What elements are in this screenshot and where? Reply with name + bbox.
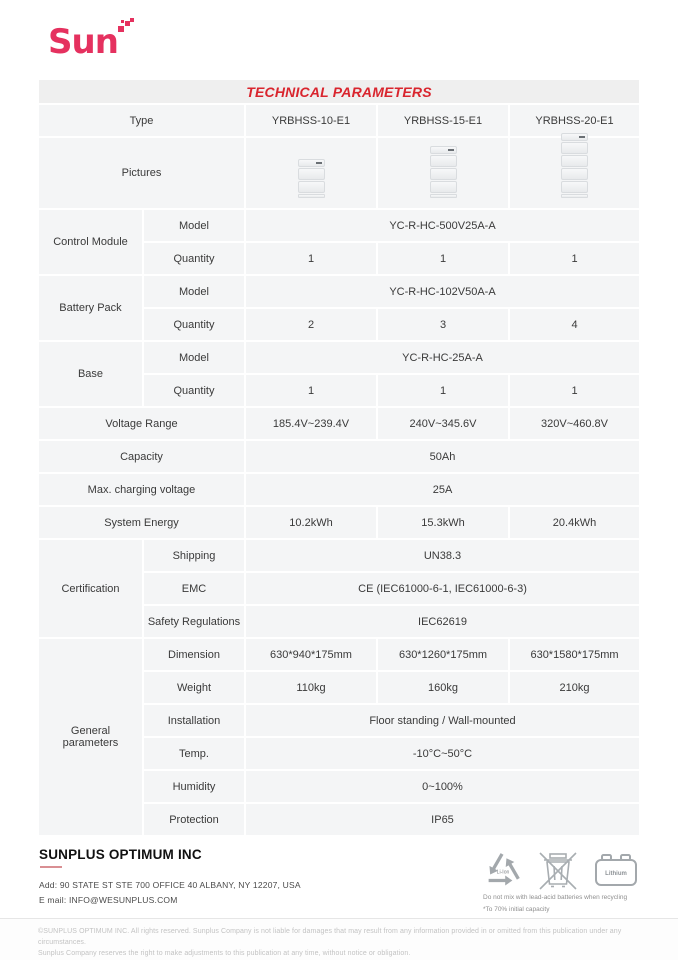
emc-value: CE (IEC61000-6-1, IEC61000-6-3) (246, 573, 639, 604)
product-image-20 (561, 133, 588, 198)
quantity-value-cell: 1 (246, 375, 376, 406)
dimension-value-cell: 630*940*175mm (246, 639, 376, 670)
type-value-cell: YRBHSS-15-E1 (378, 105, 508, 136)
weight-label: Weight (144, 672, 244, 703)
quantity-value-cell: 1 (378, 243, 508, 274)
type-value-cell: YRBHSS-10-E1 (246, 105, 376, 136)
system-energy-value-cell: 15.3kWh (378, 507, 508, 538)
capacity-label: Capacity (39, 441, 244, 472)
humidity-label: Humidity (144, 771, 244, 802)
quantity-value-cell: 1 (378, 375, 508, 406)
product-picture-cell (510, 138, 639, 208)
humidity-value: 0~100% (246, 771, 639, 802)
recycling-note: Do not mix with lead-acid batteries when recycling (483, 894, 628, 901)
voltage-range-value-cell: 240V~345.6V (378, 408, 508, 439)
model-label: Model (144, 342, 244, 373)
table-row (39, 474, 639, 505)
legal-disclaimer (0, 918, 678, 960)
model-label: Model (144, 210, 244, 241)
voltage-range-value-cell: 320V~460.8V (510, 408, 639, 439)
sun-logo-sparkle-icon (118, 18, 134, 34)
control-module-model-value: YC-R-HC-500V25A-A (246, 210, 639, 241)
icon-row (483, 849, 639, 891)
general-parameters-group-label: General parameters (39, 639, 142, 835)
table-row (39, 105, 639, 136)
temp-value: -10°C~50°C (246, 738, 639, 769)
weight-value-cell: 110kg (246, 672, 376, 703)
dimension-value-cell: 630*1580*175mm (510, 639, 639, 670)
table-row (39, 408, 639, 439)
system-energy-label: System Energy (39, 507, 244, 538)
base-model-value: YC-R-HC-25A-A (246, 342, 639, 373)
capacity-note: *To 70% initial capacity (483, 905, 550, 913)
page-title: TECHNICAL PARAMETERS (246, 83, 432, 100)
lithium-battery-icon (593, 852, 639, 888)
company-address: Add: 90 STATE ST STE 700 OFFICE 40 ALBANY, NY 12207, USA (39, 880, 301, 890)
quantity-value-cell: 1 (510, 375, 639, 406)
li-ion-recycle-icon (483, 849, 523, 891)
svg-text:Lithium: Lithium (605, 871, 627, 877)
title-band (39, 80, 639, 103)
quantity-label: Quantity (144, 375, 244, 406)
svg-text:Li-Ion: Li-Ion (496, 869, 510, 876)
quantity-label: Quantity (144, 309, 244, 340)
quantity-value-cell: 4 (510, 309, 639, 340)
capacity-value: 50Ah (246, 441, 639, 472)
protection-value: IP65 (246, 804, 639, 835)
technical-parameters-table (37, 103, 641, 837)
table-row (39, 210, 639, 241)
installation-label: Installation (144, 705, 244, 736)
emc-label: EMC (144, 573, 244, 604)
certification-group-label: Certification (39, 540, 142, 637)
quantity-value-cell: 1 (246, 243, 376, 274)
type-label: Type (39, 105, 244, 136)
system-energy-value-cell: 20.4kWh (510, 507, 639, 538)
product-image-10 (298, 159, 325, 198)
shipping-value: UN38.3 (246, 540, 639, 571)
sun-logo-text: Sun (48, 22, 118, 62)
no-mixed-waste-bin-icon (535, 849, 581, 891)
battery-pack-model-value: YC-R-HC-102V50A-A (246, 276, 639, 307)
model-label: Model (144, 276, 244, 307)
quantity-value-cell: 1 (510, 243, 639, 274)
safety-regulations-label: Safety Regulations (144, 606, 244, 637)
footer (39, 847, 639, 915)
table-row (39, 342, 639, 373)
temp-label: Temp. (144, 738, 244, 769)
legal-line-1: ©SUNPLUS OPTIMUM INC. All rights reserved. Sunplus Company is not liable for damages that may result from any information provided in or omitted from this publication under any circumstances. (38, 928, 622, 946)
protection-label: Protection (144, 804, 244, 835)
safety-regulations-value: IEC62619 (246, 606, 639, 637)
max-charging-voltage-label: Max. charging voltage (39, 474, 244, 505)
weight-value-cell: 160kg (378, 672, 508, 703)
table-row (39, 639, 639, 670)
company-info (39, 847, 301, 909)
installation-value: Floor standing / Wall-mounted (246, 705, 639, 736)
table-row (39, 441, 639, 472)
shipping-label: Shipping (144, 540, 244, 571)
product-picture-cell (378, 138, 508, 208)
quantity-value-cell: 3 (378, 309, 508, 340)
company-email: E mail: INFO@WESUNPLUS.COM (39, 895, 178, 906)
product-picture-cell (246, 138, 376, 208)
battery-pack-group-label: Battery Pack (39, 276, 142, 340)
control-module-group-label: Control Module (39, 210, 142, 274)
weight-value-cell: 210kg (510, 672, 639, 703)
sun-logo (48, 22, 118, 62)
voltage-range-value-cell: 185.4V~239.4V (246, 408, 376, 439)
quantity-value-cell: 2 (246, 309, 376, 340)
system-energy-value-cell: 10.2kWh (246, 507, 376, 538)
table-row (39, 276, 639, 307)
table-row (39, 138, 639, 208)
table-row (39, 507, 639, 538)
voltage-range-label: Voltage Range (39, 408, 244, 439)
max-charging-voltage-value: 25A (246, 474, 639, 505)
company-name: SUNPLUS OPTIMUM INC (39, 847, 202, 862)
product-image-15 (430, 146, 457, 198)
type-value-cell: YRBHSS-20-E1 (510, 105, 639, 136)
pictures-label: Pictures (39, 138, 244, 208)
legal-line-2: Sunplus Company reserves the right to make adjustments to this publication at any time, without notice or obligation. (38, 949, 411, 957)
dimension-value-cell: 630*1260*175mm (378, 639, 508, 670)
base-group-label: Base (39, 342, 142, 406)
table-row (39, 540, 639, 571)
header (0, 0, 678, 80)
compliance-icons (483, 847, 639, 915)
quantity-label: Quantity (144, 243, 244, 274)
company-underline (40, 866, 62, 868)
dimension-label: Dimension (144, 639, 244, 670)
